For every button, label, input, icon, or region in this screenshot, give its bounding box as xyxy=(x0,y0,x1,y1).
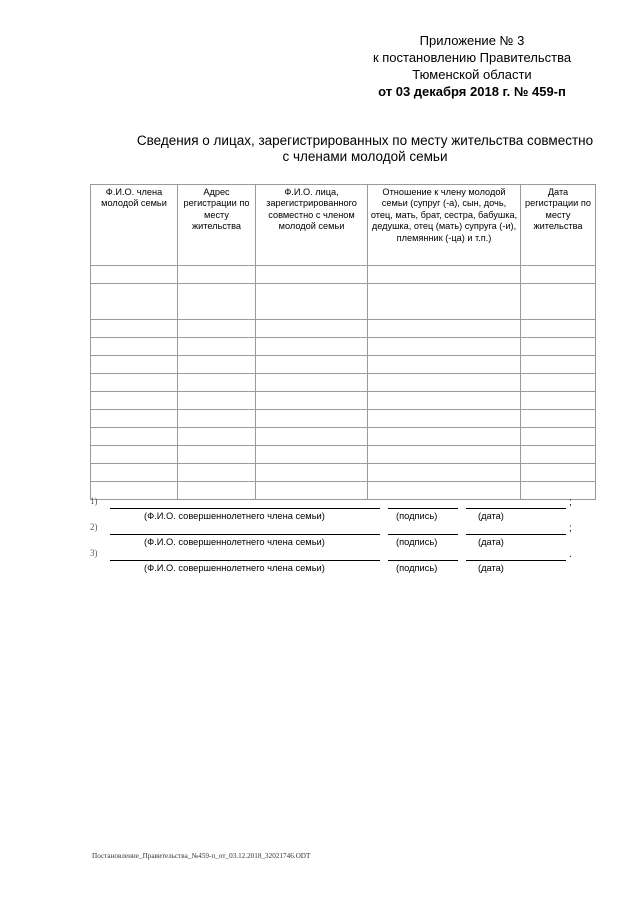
caption-name: (Ф.И.О. совершеннолетнего члена семьи) xyxy=(144,563,325,573)
table-cell[interactable] xyxy=(91,446,178,464)
table-cell[interactable] xyxy=(521,428,596,446)
table-cell[interactable] xyxy=(521,338,596,356)
table-cell[interactable] xyxy=(368,356,521,374)
table-cell[interactable] xyxy=(178,374,256,392)
caption-date: (дата) xyxy=(478,537,504,547)
column-header: Ф.И.О. члена молодой семьи xyxy=(91,185,178,266)
table-cell[interactable] xyxy=(521,392,596,410)
table-cell[interactable] xyxy=(91,356,178,374)
table-row xyxy=(91,356,596,374)
table-cell[interactable] xyxy=(91,374,178,392)
table-cell[interactable] xyxy=(368,482,521,500)
table-cell[interactable] xyxy=(178,392,256,410)
form-title-line-2: с членами молодой семьи xyxy=(282,149,448,164)
appendix-region: Тюменской области xyxy=(412,67,532,82)
table-cell[interactable] xyxy=(368,320,521,338)
document-header xyxy=(352,32,592,100)
table-header-row xyxy=(91,185,596,266)
date-field-line[interactable] xyxy=(466,534,566,535)
caption-date: (дата) xyxy=(478,511,504,521)
registration-table xyxy=(90,184,596,500)
table-cell[interactable] xyxy=(178,428,256,446)
table-cell[interactable] xyxy=(368,446,521,464)
appendix-reference: к постановлению Правительства xyxy=(372,50,572,65)
document-footer: Постановление_Правительства_№459-п_от_03.12.2018_32021746.ODT xyxy=(92,852,311,860)
table-cell[interactable] xyxy=(178,464,256,482)
signature-field-line[interactable] xyxy=(388,508,458,509)
table-cell[interactable] xyxy=(91,284,178,320)
table-cell[interactable] xyxy=(178,446,256,464)
table-cell[interactable] xyxy=(521,482,596,500)
table-cell[interactable] xyxy=(521,446,596,464)
table-cell[interactable] xyxy=(521,410,596,428)
table-cell[interactable] xyxy=(368,464,521,482)
table-cell[interactable] xyxy=(256,446,368,464)
table-cell[interactable] xyxy=(256,428,368,446)
name-field-line[interactable] xyxy=(110,534,380,535)
table-cell[interactable] xyxy=(368,392,521,410)
caption-signature: (подпись) xyxy=(396,563,438,573)
signature-field-line[interactable] xyxy=(388,560,458,561)
name-field-line[interactable] xyxy=(110,508,380,509)
table-cell[interactable] xyxy=(178,320,256,338)
row-end-mark: ; xyxy=(569,523,572,534)
table-cell[interactable] xyxy=(91,338,178,356)
table-row xyxy=(91,482,596,500)
caption-signature: (подпись) xyxy=(396,511,438,521)
table-row xyxy=(91,266,596,284)
table-row xyxy=(91,284,596,320)
table-cell[interactable] xyxy=(256,266,368,284)
appendix-date: от 03 декабря 2018 г. № 459-п xyxy=(378,84,566,99)
form-title xyxy=(110,133,620,165)
table-row xyxy=(91,446,596,464)
signature-field-line[interactable] xyxy=(388,534,458,535)
date-field-line[interactable] xyxy=(466,508,566,509)
row-end-mark: . xyxy=(569,549,572,560)
table-cell[interactable] xyxy=(91,320,178,338)
table-cell[interactable] xyxy=(178,266,256,284)
table-cell[interactable] xyxy=(256,320,368,338)
table-row xyxy=(91,392,596,410)
table-cell[interactable] xyxy=(256,356,368,374)
table-row xyxy=(91,464,596,482)
date-field-line[interactable] xyxy=(466,560,566,561)
table-cell[interactable] xyxy=(178,338,256,356)
table-cell[interactable] xyxy=(178,284,256,320)
caption-name: (Ф.И.О. совершеннолетнего члена семьи) xyxy=(144,511,325,521)
table-cell[interactable] xyxy=(178,482,256,500)
row-end-mark: ; xyxy=(569,497,572,508)
table-cell[interactable] xyxy=(256,464,368,482)
table-row xyxy=(91,410,596,428)
table-cell[interactable] xyxy=(368,284,521,320)
table-cell[interactable] xyxy=(521,374,596,392)
table-cell[interactable] xyxy=(256,338,368,356)
caption-date: (дата) xyxy=(478,563,504,573)
table-cell[interactable] xyxy=(91,266,178,284)
table-cell[interactable] xyxy=(256,410,368,428)
table-cell[interactable] xyxy=(91,482,178,500)
table-cell[interactable] xyxy=(256,482,368,500)
table-cell[interactable] xyxy=(91,410,178,428)
column-header: Отношение к члену молодой семьи (супруг (-а), сын, дочь, отец, мать, брат, сестра, бабушка, дедушка, отец (мать) супруга (-и), племянник (-ца) и т.п.) xyxy=(368,185,521,266)
table-cell[interactable] xyxy=(521,284,596,320)
table-cell[interactable] xyxy=(368,266,521,284)
table-cell[interactable] xyxy=(256,392,368,410)
column-header: Ф.И.О. лица, зарегистрированного совместно с членом молодой семьи xyxy=(256,185,368,266)
table-cell[interactable] xyxy=(91,464,178,482)
table-cell[interactable] xyxy=(368,338,521,356)
table-cell[interactable] xyxy=(178,410,256,428)
appendix-number: Приложение № 3 xyxy=(419,33,525,48)
table-cell[interactable] xyxy=(521,266,596,284)
table-row xyxy=(91,320,596,338)
table-cell[interactable] xyxy=(178,356,256,374)
table-cell[interactable] xyxy=(91,392,178,410)
table-cell[interactable] xyxy=(368,428,521,446)
caption-name: (Ф.И.О. совершеннолетнего члена семьи) xyxy=(144,537,325,547)
table-cell[interactable] xyxy=(521,464,596,482)
table-cell[interactable] xyxy=(368,410,521,428)
table-cell[interactable] xyxy=(521,356,596,374)
table-cell[interactable] xyxy=(256,284,368,320)
table-row xyxy=(91,428,596,446)
table-cell[interactable] xyxy=(256,374,368,392)
table-cell[interactable] xyxy=(521,320,596,338)
column-header: Дата регистрации по месту жительства xyxy=(521,185,596,266)
caption-signature: (подпись) xyxy=(396,537,438,547)
form-title-line-1: Сведения о лицах, зарегистрированных по месту жительства совместно xyxy=(136,133,594,148)
table-cell[interactable] xyxy=(91,428,178,446)
name-field-line[interactable] xyxy=(110,560,380,561)
table-row xyxy=(91,338,596,356)
table-row xyxy=(91,374,596,392)
table-cell[interactable] xyxy=(368,374,521,392)
column-header: Адрес регистрации по месту жительства xyxy=(178,185,256,266)
